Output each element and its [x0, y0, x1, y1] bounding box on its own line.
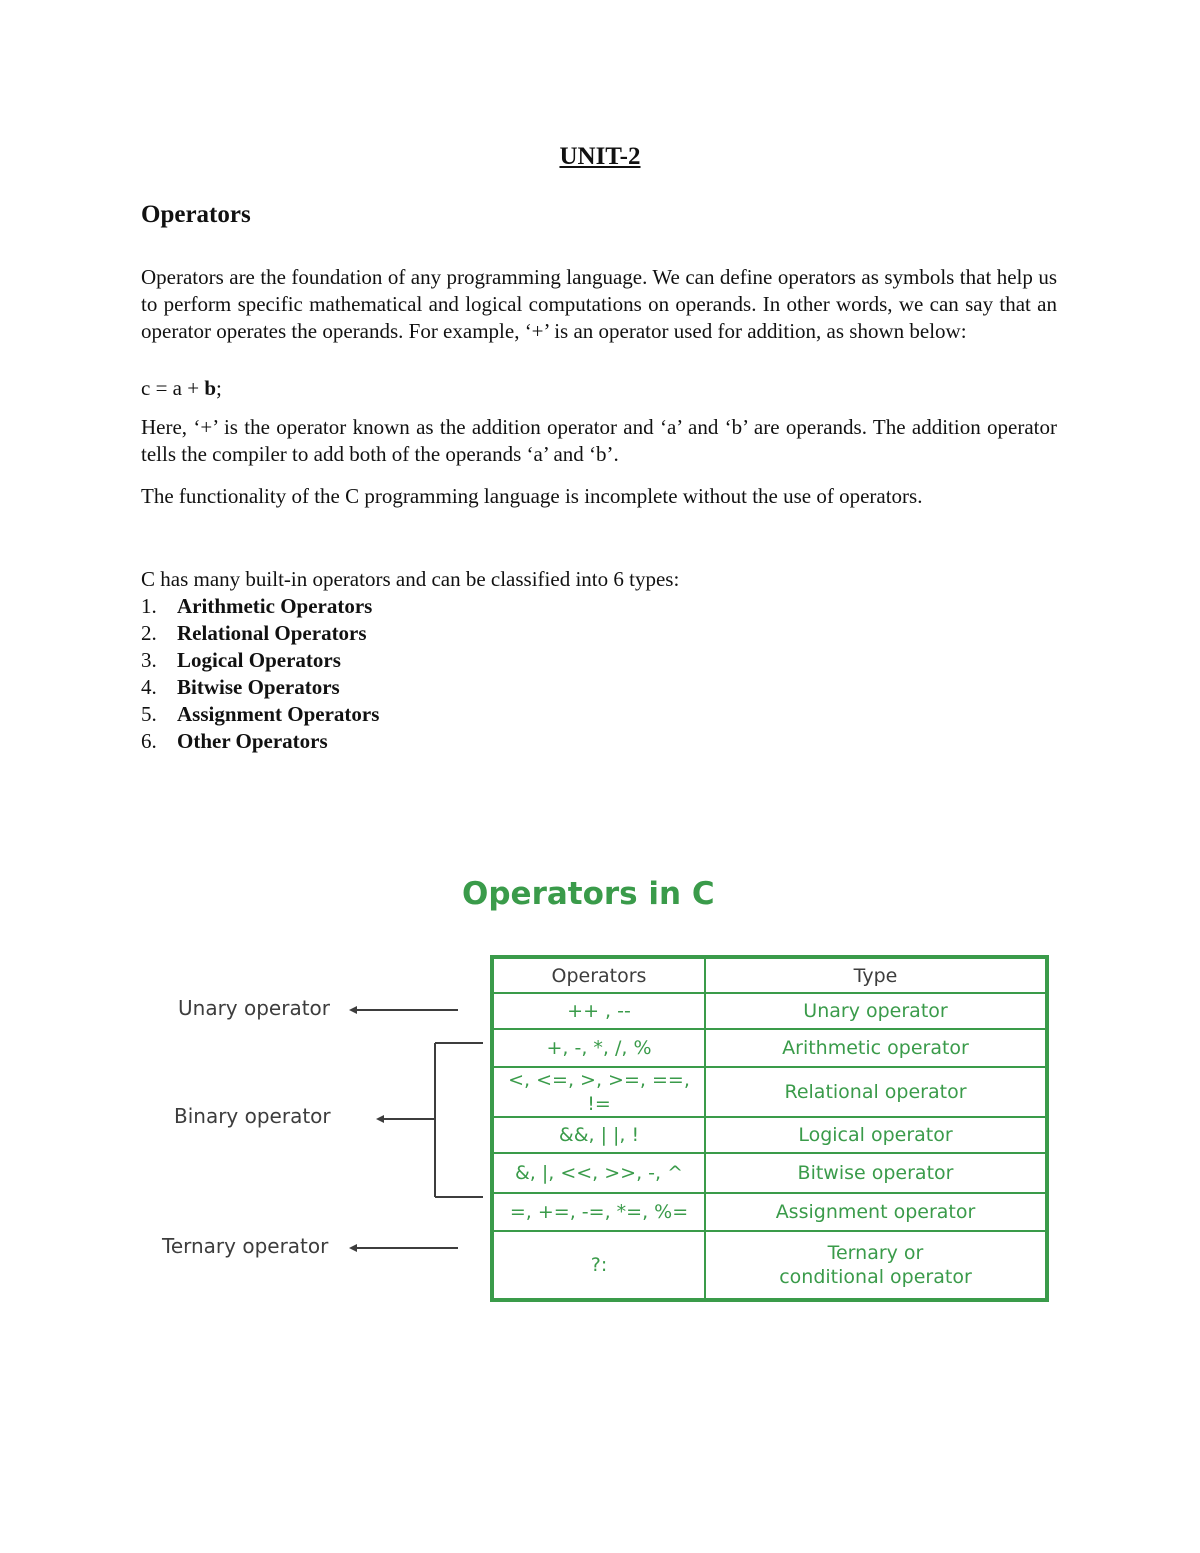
operator-cell: ++ , -- — [492, 993, 705, 1029]
list-label: Other Operators — [177, 729, 328, 753]
figure-title: Operators in C — [462, 876, 715, 912]
code-semicolon: ; — [216, 376, 222, 400]
list-label: Assignment Operators — [177, 702, 380, 726]
operator-cell: &, |, <<, >>, -, ^ — [492, 1153, 705, 1193]
operators-table — [490, 955, 1049, 1302]
type-cell: Unary operator — [705, 993, 1047, 1029]
type-line-1: Ternary or — [827, 1242, 924, 1264]
list-number: 1. — [141, 594, 157, 618]
list-number: 4. — [141, 675, 157, 699]
binary-label: Binary operator — [174, 1104, 331, 1128]
unary-label: Unary operator — [178, 996, 331, 1020]
table-row — [492, 1029, 1047, 1067]
addition-paragraph: Here, ‘+’ is the operator known as the addition operator and ‘a’ and ‘b’ are operands. The addition operator tells the compiler to add both of the operands ‘a’ and ‘b’. — [141, 415, 1057, 466]
type-line-2: conditional operator — [779, 1266, 972, 1288]
operator-cell: <, <=, >, >=, ==, != — [492, 1067, 705, 1117]
list-label: Arithmetic Operators — [177, 594, 373, 618]
operator-cell: +, -, *, /, % — [492, 1029, 705, 1067]
header-type: Type — [705, 957, 1047, 993]
unary-arrow-head — [349, 1006, 357, 1014]
intro-paragraph: Operators are the foundation of any programming language. We can define operators as symbols that help us to perform specific mathematical and logical computations on operands. In other words, we can say that an operator operates the operands. For example, ‘+’ is an operator used for addition, as shown below: — [141, 265, 1057, 343]
list-number: 2. — [141, 621, 157, 645]
operator-cell: =, +=, -=, *=, %= — [492, 1193, 705, 1231]
list-number: 5. — [141, 702, 157, 726]
table-row — [492, 1153, 1047, 1193]
code-text: c = a + — [141, 376, 205, 400]
operator-cell: &&, | |, ! — [492, 1117, 705, 1153]
table-row — [492, 1231, 1047, 1300]
table-row — [492, 1067, 1047, 1117]
type-cell — [705, 1231, 1047, 1300]
code-operand-b: b — [204, 376, 217, 400]
table-row — [492, 1117, 1047, 1153]
list-number: 3. — [141, 648, 157, 672]
table-row — [492, 993, 1047, 1029]
type-cell: Bitwise operator — [705, 1153, 1047, 1193]
type-cell: Arithmetic operator — [705, 1029, 1047, 1067]
ternary-label: Ternary operator — [162, 1234, 329, 1258]
table-header-row — [492, 957, 1047, 993]
type-cell: Relational operator — [705, 1067, 1047, 1117]
functionality-paragraph: The functionality of the C programming language is incomplete without the use of operators. — [141, 484, 923, 508]
types-intro: C has many built-in operators and can be classified into 6 types: — [141, 567, 680, 591]
section-heading: Operators — [141, 201, 251, 228]
list-label: Relational Operators — [177, 621, 367, 645]
operator-cell: ?: — [492, 1231, 705, 1300]
list-label: Bitwise Operators — [177, 675, 340, 699]
list-label: Logical Operators — [177, 648, 341, 672]
table-row — [492, 1193, 1047, 1231]
header-operators: Operators — [492, 957, 705, 993]
ternary-arrow-head — [349, 1244, 357, 1252]
list-number: 6. — [141, 729, 157, 753]
unit-title: UNIT-2 — [559, 143, 641, 170]
type-cell: Assignment operator — [705, 1193, 1047, 1231]
binary-arrow-head — [376, 1115, 384, 1123]
type-cell: Logical operator — [705, 1117, 1047, 1153]
